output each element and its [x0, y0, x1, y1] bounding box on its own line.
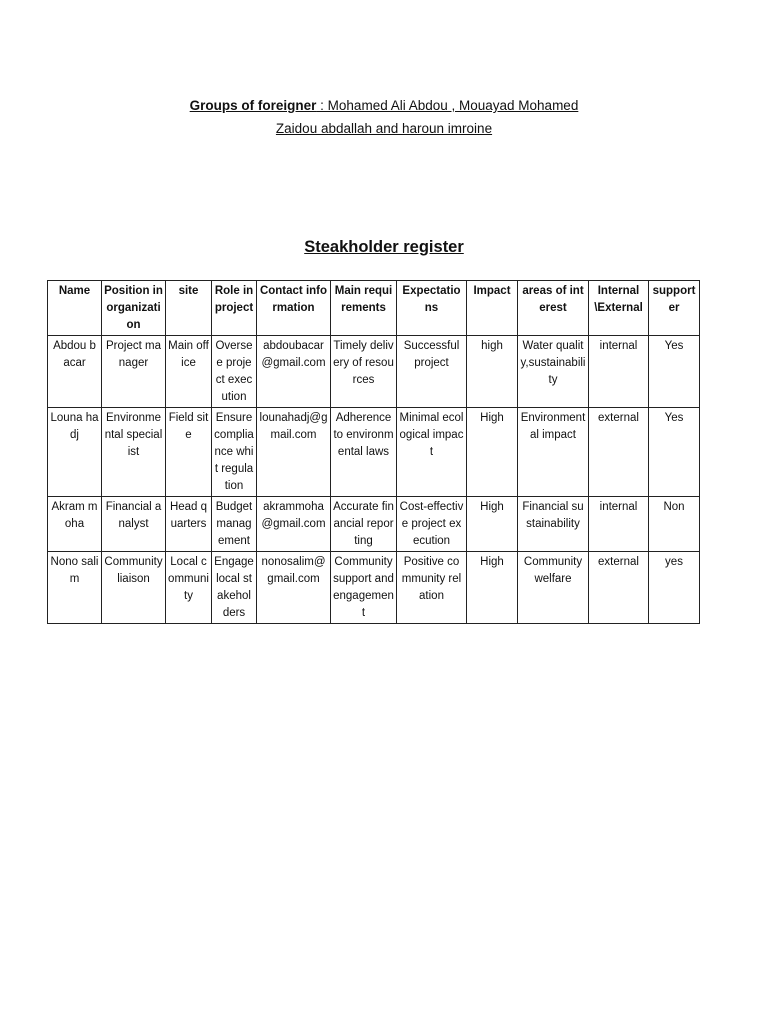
- cell-expectations: Minimal ecological impact: [397, 408, 467, 497]
- cell-site: Main office: [166, 336, 212, 408]
- cell-role: Engage local stakeholders: [212, 552, 257, 624]
- cell-internal-external: internal: [589, 336, 649, 408]
- cell-name: Akram moha: [48, 497, 102, 552]
- group-heading-label: Groups of foreigner: [189, 98, 317, 113]
- group-heading-line2: [0, 120, 768, 138]
- cell-contact: nonosalim@gmail.com: [257, 552, 331, 624]
- cell-name: Nono salim: [48, 552, 102, 624]
- cell-impact: High: [467, 552, 518, 624]
- column-header-name: Name: [48, 281, 102, 336]
- column-header-areas-of-interest: areas of interest: [518, 281, 589, 336]
- cell-internal-external: internal: [589, 497, 649, 552]
- cell-name: Louna hadj: [48, 408, 102, 497]
- column-header-role: Role in project: [212, 281, 257, 336]
- cell-expectations: Cost-effective project execution: [397, 497, 467, 552]
- group-heading-names: : Mohamed Ali Abdou , Mouayad Mohamed: [316, 98, 579, 113]
- stakeholder-register-table: [47, 280, 700, 624]
- cell-supporter: yes: [649, 552, 700, 624]
- column-header-expectations: Expectations: [397, 281, 467, 336]
- cell-role: Ensure compliance whit regulation: [212, 408, 257, 497]
- cell-internal-external: external: [589, 552, 649, 624]
- cell-role: Budget management: [212, 497, 257, 552]
- column-header-site: site: [166, 281, 212, 336]
- cell-expectations: Positive community relation: [397, 552, 467, 624]
- table-row: [48, 408, 700, 497]
- group-heading-line1: [0, 97, 768, 115]
- cell-position: Community liaison: [102, 552, 166, 624]
- cell-areas-of-interest: Water quality,sustainability: [518, 336, 589, 408]
- cell-impact: high: [467, 336, 518, 408]
- column-header-contact: Contact information: [257, 281, 331, 336]
- cell-supporter: Non: [649, 497, 700, 552]
- cell-areas-of-interest: Community welfare: [518, 552, 589, 624]
- table-row: [48, 552, 700, 624]
- cell-requirements: Accurate financial reporting: [331, 497, 397, 552]
- cell-impact: High: [467, 408, 518, 497]
- cell-requirements: Community support and engagement: [331, 552, 397, 624]
- cell-contact: akrammoha@gmail.com: [257, 497, 331, 552]
- cell-name: Abdou bacar: [48, 336, 102, 408]
- column-header-requirements: Main requirements: [331, 281, 397, 336]
- cell-supporter: Yes: [649, 336, 700, 408]
- cell-role: Oversee project execution: [212, 336, 257, 408]
- table-row: [48, 497, 700, 552]
- table-header-row: [48, 281, 700, 336]
- cell-contact: lounahadj@gmail.com: [257, 408, 331, 497]
- cell-expectations: Successful project: [397, 336, 467, 408]
- table-row: [48, 336, 700, 408]
- column-header-impact: Impact: [467, 281, 518, 336]
- cell-position: Financial analyst: [102, 497, 166, 552]
- group-heading-names-continued: Zaidou abdallah and haroun imroine: [275, 121, 493, 136]
- cell-requirements: Timely delivery of resources: [331, 336, 397, 408]
- cell-site: Local community: [166, 552, 212, 624]
- cell-position: Environmental specialist: [102, 408, 166, 497]
- register-title: Steakholder register: [304, 238, 464, 256]
- cell-areas-of-interest: Financial sustainability: [518, 497, 589, 552]
- cell-position: Project manager: [102, 336, 166, 408]
- cell-supporter: Yes: [649, 408, 700, 497]
- cell-internal-external: external: [589, 408, 649, 497]
- cell-site: Field site: [166, 408, 212, 497]
- cell-requirements: Adherence to environmental laws: [331, 408, 397, 497]
- cell-areas-of-interest: Environmental impact: [518, 408, 589, 497]
- cell-impact: High: [467, 497, 518, 552]
- column-header-internal-external: Internal \External: [589, 281, 649, 336]
- column-header-position: Position in organization: [102, 281, 166, 336]
- cell-site: Head quarters: [166, 497, 212, 552]
- cell-contact: abdoubacar@gmail.com: [257, 336, 331, 408]
- column-header-supporter: supporter: [649, 281, 700, 336]
